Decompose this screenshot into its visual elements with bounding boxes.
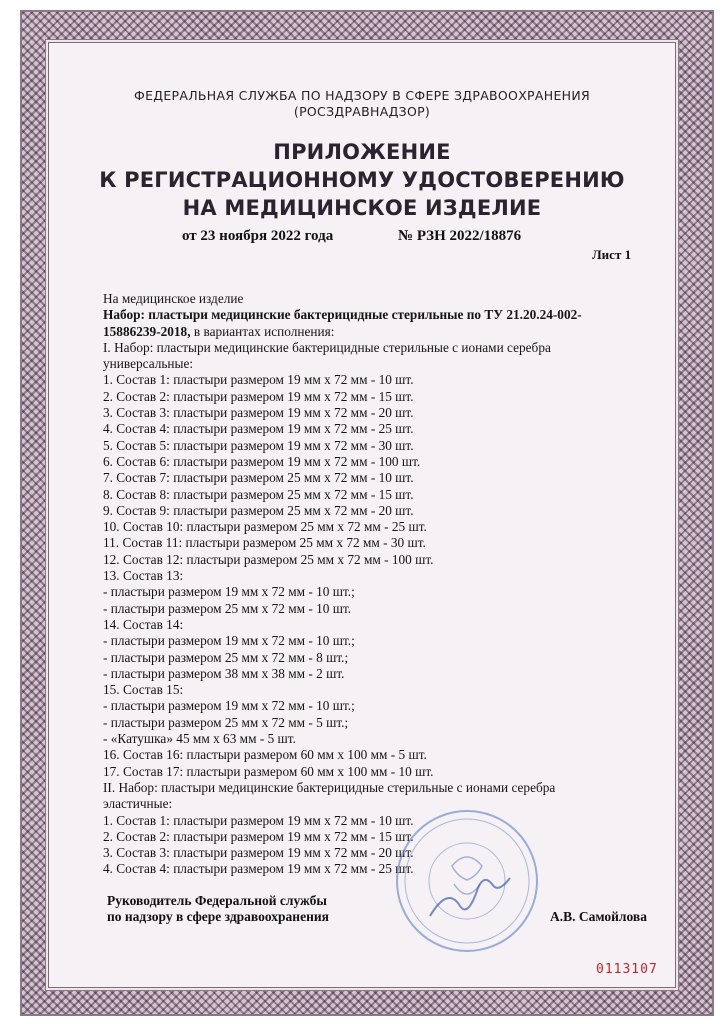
- signatory-position-line2: по надзору в сфере здравоохранения: [107, 909, 329, 924]
- section-1-list: [103, 372, 663, 779]
- list-item: 10. Состав 10: пластыри размером 25 мм х 72 мм - 25 шт.: [103, 519, 427, 535]
- list-item: - пластыри размером 19 мм х 72 мм - 10 шт.;: [103, 633, 355, 649]
- serial-number: 0113107: [596, 962, 658, 977]
- document-body: [103, 291, 663, 878]
- list-item: 2. Состав 2: пластыри размером 19 мм х 72 мм - 15 шт.: [103, 388, 414, 404]
- title-line-1: ПРИЛОЖЕНИЕ: [273, 140, 451, 164]
- list-item: - пластыри размером 25 мм х 72 мм - 5 шт.;: [103, 714, 349, 730]
- list-item: 12. Состав 12: пластыри размером 25 мм х 72 мм - 100 шт.: [103, 551, 434, 567]
- list-item: - «Катушка» 45 мм х 63 мм - 5 шт.: [103, 731, 296, 747]
- product-name-line2: [103, 324, 663, 340]
- list-item: 13. Состав 13:: [103, 568, 184, 584]
- list-item: 7. Состав 7: пластыри размером 25 мм х 72 мм - 10 шт.: [103, 470, 414, 486]
- list-item: 14. Состав 14:: [103, 616, 184, 632]
- list-item: - пластыри размером 38 мм х 38 мм - 2 шт.: [103, 665, 345, 681]
- product-variants-text: в вариантах исполнения:: [190, 323, 335, 339]
- section-2-list: [103, 813, 663, 878]
- signatory-name: А.В. Самойлова: [550, 909, 647, 924]
- list-item: - пластыри размером 19 мм х 72 мм - 10 шт.;: [103, 584, 355, 600]
- section-1-subheading: универсальные:: [103, 356, 194, 372]
- list-item: 11. Состав 11: пластыри размером 25 мм х 72 мм - 30 шт.: [103, 535, 426, 551]
- list-item: 3. Состав 3: пластыри размером 19 мм х 72 мм - 20 шт.: [103, 405, 414, 421]
- list-item: 16. Состав 16: пластыри размером 60 мм х 100 мм - 5 шт.: [103, 747, 427, 763]
- signatory-position-line1: Руководитель Федеральной службы: [107, 893, 327, 908]
- official-seal-stamp: [392, 806, 542, 956]
- list-item: - пластыри размером 25 мм х 72 мм - 10 шт.: [103, 600, 352, 616]
- list-item: - пластыри размером 19 мм х 72 мм - 10 шт.;: [103, 698, 355, 714]
- list-item: 4. Состав 4: пластыри размером 19 мм х 72 мм - 25 шт.: [103, 861, 414, 877]
- intro-text: На медицинское изделие: [103, 291, 244, 306]
- title-line-3: НА МЕДИЦИНСКОЕ ИЗДЕЛИЕ: [182, 196, 542, 220]
- agency-name: ФЕДЕРАЛЬНАЯ СЛУЖБА ПО НАДЗОРУ В СФЕРЕ ЗДРАВООХРАНЕНИЯ: [134, 88, 590, 103]
- list-item: 2. Состав 2: пластыри размером 19 мм х 72 мм - 15 шт.: [103, 828, 414, 844]
- list-item: - пластыри размером 25 мм х 72 мм - 8 шт.;: [103, 649, 349, 665]
- registration-number: № РЗН 2022/18876: [398, 228, 522, 244]
- section-2-subheading: эластичные:: [103, 796, 173, 812]
- list-item: 8. Состав 8: пластыри размером 25 мм х 72 мм - 15 шт.: [103, 486, 414, 502]
- list-item: 9. Состав 9: пластыри размером 25 мм х 72 мм - 20 шт.: [103, 502, 414, 518]
- list-item: 4. Состав 4: пластыри размером 19 мм х 72 мм - 25 шт.: [103, 421, 414, 437]
- title-line-2: К РЕГИСТРАЦИОННОМУ УДОСТОВЕРЕНИЮ: [99, 168, 625, 192]
- product-spec-number: 15886239-2018,: [103, 323, 191, 339]
- list-item: 1. Состав 1: пластыри размером 19 мм х 72 мм - 10 шт.: [103, 812, 414, 828]
- agency-abbreviation: (РОСЗДРАВНАДЗОР): [293, 104, 431, 119]
- section-1-heading: I. Набор: пластыри медицинские бактерицидные стерильные с ионами серебра: [103, 339, 551, 355]
- list-item: 3. Состав 3: пластыри размером 19 мм х 72 мм - 20 шт.: [103, 845, 414, 861]
- product-name-line1: Набор: пластыри медицинские бактерицидные стерильные по ТУ 21.20.24-002-: [103, 307, 582, 323]
- list-item: 15. Состав 15:: [103, 682, 184, 698]
- list-item: 5. Состав 5: пластыри размером 19 мм х 72 мм - 30 шт.: [103, 437, 414, 453]
- section-2-heading: II. Набор: пластыри медицинские бактерицидные стерильные с ионами серебра: [103, 779, 556, 795]
- sheet-number: Лист 1: [592, 247, 632, 262]
- list-item: 6. Состав 6: пластыри размером 19 мм х 72 мм - 100 шт.: [103, 453, 421, 469]
- signatory-position: [107, 893, 329, 925]
- registration-date: от 23 ноября 2022 года: [182, 228, 334, 244]
- list-item: 17. Состав 17: пластыри размером 60 мм х 100 мм - 10 шт.: [103, 763, 434, 779]
- list-item: 1. Состав 1: пластыри размером 19 мм х 72 мм - 10 шт.: [103, 372, 414, 388]
